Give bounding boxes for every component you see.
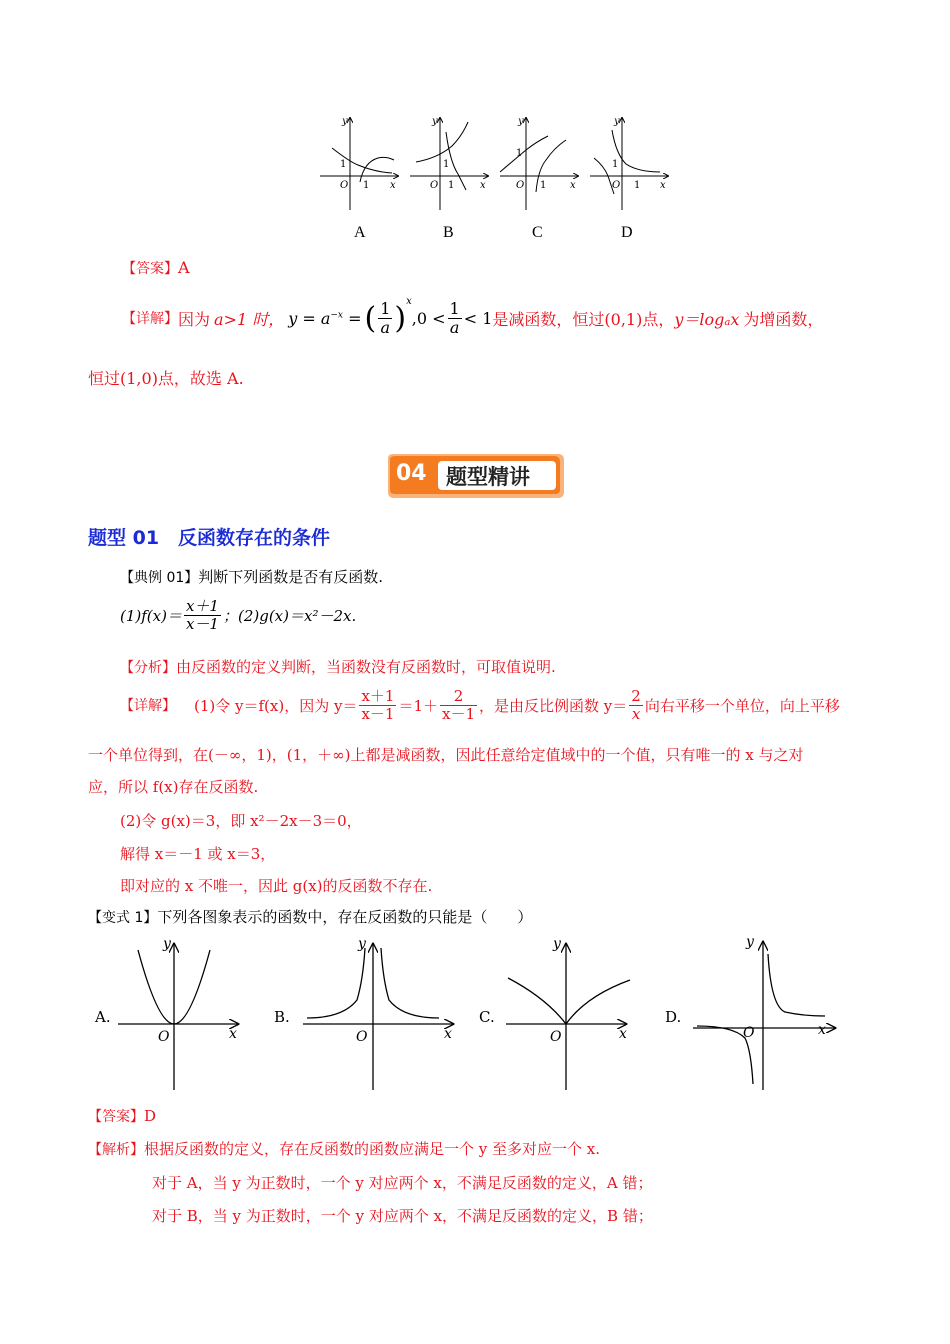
svg-text:1: 1 — [634, 180, 641, 191]
formula-eq-base: y = a — [288, 308, 331, 328]
svg-text:x: x — [229, 1026, 237, 1042]
detail2-frac2 — [440, 688, 477, 722]
graph-label-c: C — [532, 224, 543, 241]
example-heading — [120, 566, 383, 587]
svg-text:O: O — [743, 1025, 755, 1041]
svg-text:y: y — [614, 116, 620, 127]
analysis2-line-b: 对于 B，当 y 为正数时，一个 y 对应两个 x，不满足反函数的定义，B 错； — [152, 1207, 653, 1225]
example-f-den: x－1 — [185, 614, 219, 633]
detail-2-line5: 解得 x＝－1 或 x＝3， — [120, 845, 276, 863]
svg-text:1: 1 — [448, 180, 455, 191]
example-text: 判断下列函数是否有反函数. — [198, 568, 384, 586]
svg-text:x: x — [619, 1026, 627, 1042]
formula-pow: x — [406, 296, 412, 307]
bottom-graphs — [88, 930, 848, 1095]
graph-b — [410, 116, 488, 210]
detail2-frac1 — [359, 688, 396, 722]
graph-bottom-a — [118, 936, 238, 1090]
svg-text:y: y — [358, 936, 366, 952]
svg-text:x: x — [390, 180, 396, 191]
detail-cond: a>1 时， — [214, 309, 285, 329]
bottom-label-a: A. — [95, 1008, 111, 1026]
detail-2-line1 — [120, 688, 840, 722]
graph-d — [590, 116, 668, 210]
svg-text:O: O — [612, 180, 621, 191]
analysis2-heading — [88, 1138, 600, 1159]
detail-2-line2: 一个单位得到，在(－∞，1)，(1，＋∞)上都是减函数，因此任意给定值域中的一个值，只有唯一的 x 与之对 — [88, 746, 804, 764]
example-functions — [120, 598, 356, 632]
svg-text:x: x — [660, 180, 666, 191]
detail2-f1-den: x－1 — [361, 704, 395, 723]
answer-value: A — [178, 258, 190, 277]
analysis2-text: 根据反函数的定义，存在反函数的函数应满足一个 y 至多对应一个 x. — [144, 1140, 601, 1158]
detail-tag: 【详解】 — [122, 311, 178, 328]
paren-right: ) — [394, 300, 407, 336]
ineq-den: a — [449, 317, 460, 337]
svg-text:O: O — [516, 180, 525, 191]
detail2-p4: 向右平移一个单位，向上平移 — [644, 696, 840, 715]
graph-label-b: B — [443, 224, 454, 241]
detail-2-line6: 即对应的 x 不唯一，因此 g(x)的反函数不存在. — [120, 877, 433, 895]
variant-tag: 【变式 1】 — [88, 910, 158, 926]
graph-label-d: D — [621, 224, 633, 241]
frac-num: 1 — [380, 299, 391, 318]
svg-text:O: O — [430, 180, 439, 191]
svg-text:y: y — [518, 116, 524, 127]
frac-den: a — [380, 317, 391, 337]
svg-text:O: O — [158, 1029, 170, 1045]
example-f-num: x＋1 — [185, 597, 219, 615]
svg-text:O: O — [356, 1029, 368, 1045]
answer-tag: 【答案】 — [122, 261, 178, 277]
detail-2-line3: 应，所以 f(x)存在反函数. — [88, 778, 259, 796]
detail2-p1: (1)令 y＝f(x)，因为 y＝ — [194, 696, 358, 715]
detail2-frac3 — [629, 688, 643, 722]
section-title: 题型 01 反函数存在的条件 — [88, 527, 331, 549]
detail2-p2: ＝1＋ — [398, 696, 439, 715]
example-f-pre: (1)f(x)＝ — [120, 606, 182, 625]
formula-exp: −x — [330, 310, 344, 321]
svg-text:1: 1 — [363, 180, 370, 191]
svg-text:1: 1 — [340, 159, 347, 170]
detail-log: y＝logₐx — [674, 309, 740, 329]
example-f-frac — [184, 598, 221, 632]
frac-ineq — [448, 300, 462, 336]
graph-bottom-c — [506, 936, 630, 1090]
ineq-pre: ,0 < — [411, 308, 446, 328]
bottom-label-b: B. — [274, 1008, 290, 1026]
bottom-label-d: D. — [665, 1008, 682, 1026]
ineq-num: 1 — [449, 299, 460, 318]
bottom-label-c: C. — [479, 1008, 495, 1026]
svg-text:1: 1 — [540, 180, 547, 191]
svg-text:1: 1 — [443, 159, 450, 170]
section-banner — [386, 452, 566, 498]
formula-eq — [288, 309, 361, 328]
detail2-tag: 【详解】 — [120, 698, 176, 714]
ineq-post: < 1 — [463, 308, 493, 328]
analysis-text: 由反函数的定义判断，当函数没有反函数时，可取值说明. — [176, 658, 556, 676]
svg-text:y: y — [553, 936, 561, 952]
detail-2-line4: (2)令 g(x)＝3，即 x²－2x－3＝0， — [120, 812, 362, 830]
answer-1 — [122, 258, 190, 278]
detail2-f2-num: 2 — [440, 688, 477, 706]
answer2-value: D — [144, 1107, 157, 1125]
top-graphs-svg — [315, 110, 675, 220]
svg-text:x: x — [570, 180, 576, 191]
svg-text:x: x — [818, 1022, 826, 1038]
example-g: ；(2)g(x)＝x²－2x. — [222, 606, 357, 625]
detail2-f2-den: x－1 — [442, 704, 476, 723]
answer2-tag: 【答案】 — [88, 1109, 144, 1125]
detail-1-line1 — [122, 296, 824, 337]
detail2-f3-den: x — [631, 704, 641, 723]
svg-text:1: 1 — [612, 159, 619, 170]
detail2-f1-num: x＋1 — [361, 687, 395, 705]
svg-text:x: x — [444, 1026, 452, 1042]
svg-text:y: y — [746, 934, 754, 950]
svg-text:x: x — [480, 180, 486, 191]
graph-c — [500, 116, 578, 210]
analysis2-tag: 【解析】 — [88, 1142, 144, 1158]
analysis-tag: 【分析】 — [120, 660, 176, 676]
frac-1-over-a — [378, 300, 392, 336]
svg-text:y: y — [432, 116, 438, 127]
graph-bottom-d — [693, 934, 835, 1090]
svg-text:y: y — [342, 116, 348, 127]
bottom-graphs-svg — [88, 930, 848, 1095]
svg-text:O: O — [550, 1029, 562, 1045]
graph-label-a: A — [354, 224, 366, 241]
paren-left: ( — [364, 300, 377, 336]
svg-text:1: 1 — [516, 148, 523, 159]
detail-1-line2: 恒过(1,0)点，故选 A. — [88, 369, 244, 388]
banner-title: 题型精讲 — [446, 465, 530, 489]
top-graphs — [315, 110, 675, 220]
svg-text:O: O — [340, 180, 349, 191]
banner-number: 04 — [396, 461, 427, 486]
detail2-f3-num: 2 — [631, 687, 641, 705]
detail-text: 因为 — [178, 309, 211, 329]
analysis2-line-a: 对于 A，当 y 为正数时，一个 y 对应两个 x，不满足反函数的定义，A 错； — [152, 1174, 653, 1192]
example-tag: 【典例 01】 — [120, 570, 199, 586]
detail-text-2: 是减函数，恒过(0,1)点， — [492, 309, 675, 329]
svg-text:y: y — [163, 936, 171, 952]
variant-heading — [88, 906, 532, 927]
detail-text-3: 为增函数， — [743, 309, 824, 329]
answer-2 — [88, 1106, 156, 1126]
analysis-line — [120, 656, 556, 677]
variant-text: 下列各图象表示的函数中，存在反函数的只能是（ ） — [157, 908, 533, 926]
detail2-p3: ，是由反比例函数 y＝ — [479, 696, 628, 715]
formula-eq2: = — [348, 308, 362, 328]
graph-a — [320, 116, 398, 210]
graph-bottom-b — [303, 936, 453, 1090]
